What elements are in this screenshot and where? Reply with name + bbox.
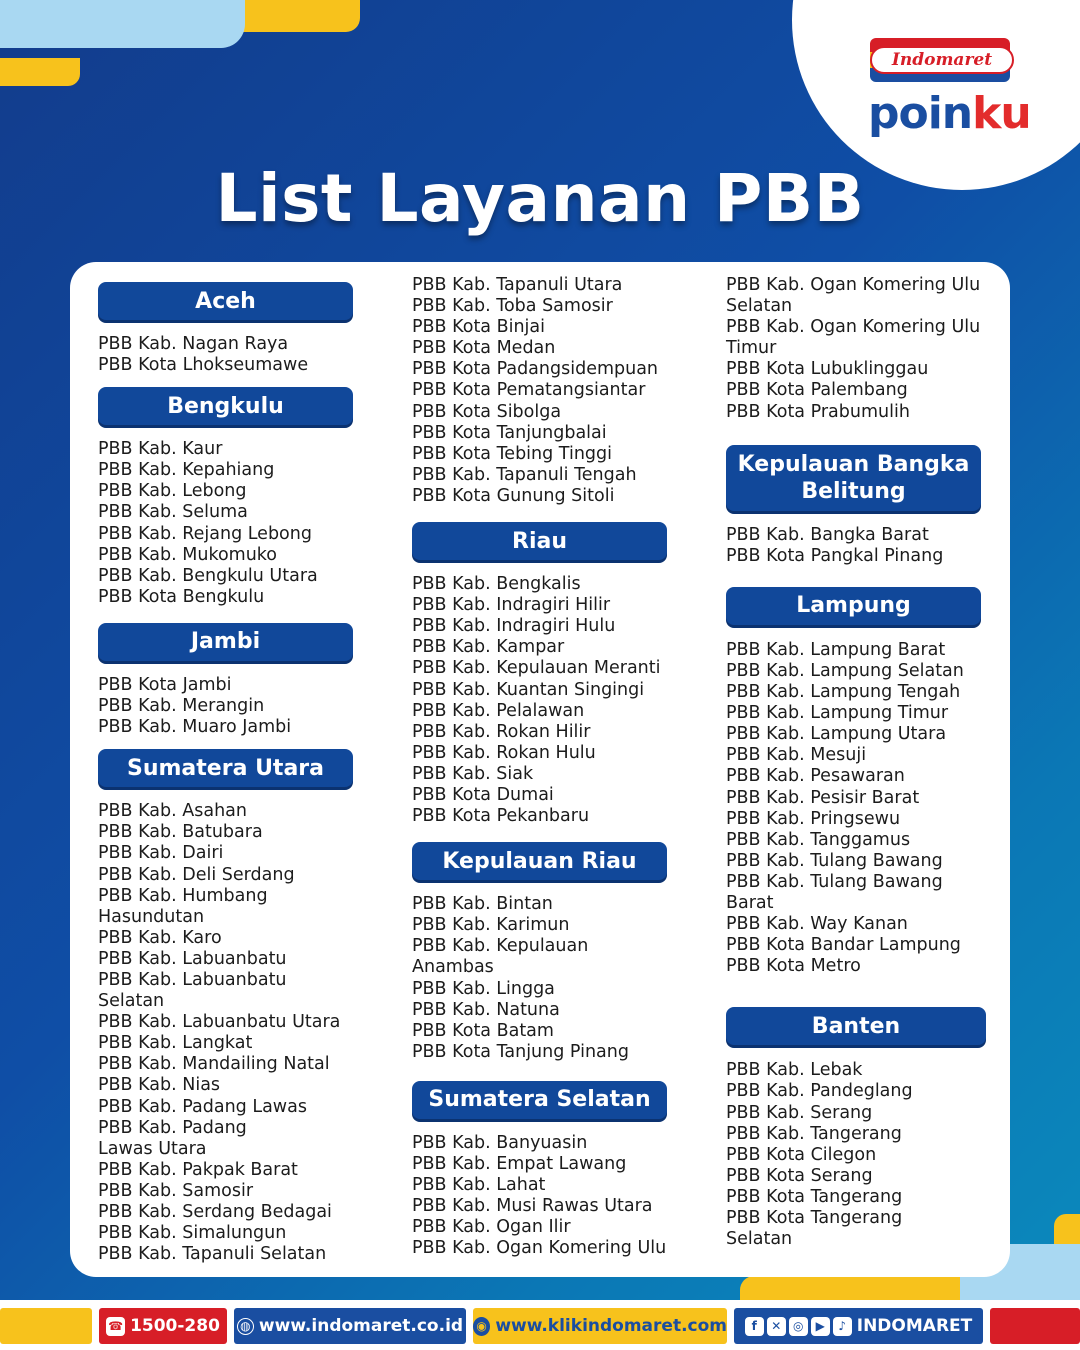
page-title: List Layanan PBB (215, 160, 865, 237)
list-item: PBB Kab. Kampar (412, 637, 565, 658)
section-list-aceh (98, 334, 353, 376)
list-item: PBB Kab. Pesawaran (726, 766, 905, 787)
list-item: PBB Kab. Tulang Bawang (726, 850, 943, 871)
section-list-jambi (98, 675, 353, 738)
section-header-bengkulu: Bengkulu (98, 387, 353, 425)
list-item: PBB Kab. Simalungun (98, 1223, 287, 1244)
list-item: PBB Kab. Tulang Bawang (726, 871, 943, 892)
list-item: PBB Kab. Padang (98, 1117, 247, 1138)
list-item: PBB Kab. Siak (412, 763, 534, 784)
list-item: PBB Kota Pangkal Pinang (726, 545, 944, 566)
shop-icon: ◉ (473, 1317, 490, 1336)
list-item: PBB Kab. Tangerang (726, 1123, 902, 1144)
list-item: PBB Kab. Bintan (412, 894, 553, 915)
list-item: PBB Kab. Rokan Hilir (412, 721, 591, 742)
section-header-sumatera-utara: Sumatera Utara (98, 749, 353, 787)
section-list-sumatera-utara (98, 801, 353, 1265)
list-item: PBB Kota Tanjungbalai (412, 422, 607, 443)
list-item: PBB Kab. Lebong (98, 481, 247, 502)
list-item: PBB Kab. Bengkalis (412, 574, 581, 595)
list-item: PBB Kab. Karimun (412, 915, 570, 936)
indomaret-logo: Indomaret (870, 46, 1014, 74)
poinku-logo: poinku (868, 88, 1031, 139)
list-item: PBB Kota Tangerang (726, 1186, 903, 1207)
list-item: PBB Kab. Lingga (412, 978, 555, 999)
list-item: PBB Kab. Langkat (98, 1033, 253, 1054)
list-item: PBB Kab. Kaur (98, 439, 223, 460)
section-list-sumatera-selatan-cont (726, 275, 986, 423)
list-item: Barat (726, 892, 774, 913)
list-item: PBB Kota Pekanbaru (412, 806, 590, 827)
list-item: PBB Kab. Lahat (412, 1175, 546, 1196)
section-header-riau: Riau (412, 522, 667, 560)
list-item: PBB Kab. Musi Rawas Utara (412, 1196, 653, 1217)
list-item: PBB Kab. Lebak (726, 1060, 863, 1081)
list-item: PBB Kab. Serdang Bedagai (98, 1202, 332, 1222)
list-item: PBB Kab. Tapanuli Utara (412, 275, 623, 295)
list-item: PBB Kab. Padang Lawas (98, 1096, 307, 1117)
section-header-kepulauan-bangka-belitung: Kepulauan Bangka Belitung (726, 445, 981, 511)
list-item: PBB Kab. Pringsewu (726, 808, 901, 829)
list-item: PBB Kota Metro (726, 956, 861, 977)
list-item: PBB Kota Prabumulih (726, 401, 910, 422)
list-item: PBB Kab. Pandeglang (726, 1081, 913, 1102)
list-item: PBB Kab. Way Kanan (726, 914, 908, 935)
list-item: PBB Kab. Lampung Timur (726, 703, 949, 724)
list-item: PBB Kab. Pelalawan (412, 700, 585, 721)
list-item: PBB Kab. Dairi (98, 843, 224, 864)
list-item: PBB Kab. Labuanbatu (98, 948, 287, 969)
list-item: PBB Kab. Ogan Komering Ulu (726, 275, 981, 295)
list-item: PBB Kota Medan (412, 338, 556, 359)
section-list-banten (726, 1060, 986, 1250)
list-item: PBB Kab. Deli Serdang (98, 864, 295, 885)
list-item: PBB Kota Tebing Tinggi (412, 443, 612, 464)
section-header-jambi: Jambi (98, 623, 353, 661)
list-item: PBB Kota Gunung Sitoli (412, 485, 615, 506)
list-item: PBB Kab. Samosir (98, 1180, 254, 1201)
list-item: PBB Kota Binjai (412, 317, 545, 338)
list-item: Selatan (726, 1229, 793, 1250)
list-item: PBB Kota Batam (412, 1020, 554, 1041)
tiktok-icon[interactable]: ♪ (833, 1317, 852, 1336)
list-item: Selatan (726, 296, 793, 317)
list-item: PBB Kab. Rokan Hulu (412, 742, 596, 763)
list-item: PBB Kab. Humbang (98, 885, 268, 906)
list-item: Anambas (412, 957, 494, 978)
list-item: PBB Kab. Kepulauan Meranti (412, 658, 661, 679)
section-list-sumatera-selatan (412, 1133, 667, 1260)
list-item: PBB Kab. Toba Samosir (412, 296, 613, 317)
list-item: Lawas Utara (98, 1138, 207, 1159)
list-item: PBB Kota Tanjung Pinang (412, 1041, 629, 1062)
list-item: PBB Kab. Kepahiang (98, 460, 275, 481)
list-item: PBB Kab. Lampung Utara (726, 724, 947, 745)
list-item: PBB Kota Tangerang (726, 1208, 903, 1228)
list-item: PBB Kab. Kepulauan (412, 936, 589, 957)
column-1 (98, 282, 353, 1265)
section-list-kepulauan-riau (412, 894, 667, 1063)
list-item: PBB Kota Sibolga (412, 401, 562, 422)
footer-shop[interactable] (473, 1308, 727, 1344)
list-item: PBB Kota Lubuklinggau (726, 359, 929, 380)
list-item: PBB Kab. Tapanuli Tengah (412, 464, 637, 485)
footer-shop-text: www.klikindomaret.com (495, 1316, 727, 1336)
section-header-sumatera-selatan: Sumatera Selatan (412, 1081, 667, 1119)
column-3 (726, 275, 986, 1250)
footer-phone[interactable] (99, 1308, 227, 1344)
footer-red-accent (990, 1308, 1080, 1344)
list-item: PBB Kota Lhokseumawe (98, 355, 309, 376)
footer-website[interactable] (234, 1308, 466, 1344)
list-item: PBB Kab. Indragiri Hulu (412, 616, 616, 637)
footer-social[interactable] (734, 1308, 983, 1344)
list-item: PBB Kab. Mukomuko (98, 544, 278, 565)
list-item: PBB Kab. Karo (98, 927, 222, 948)
globe-icon: ◍ (237, 1318, 254, 1335)
list-item: PBB Kab. Tanggamus (726, 829, 911, 850)
section-header-banten: Banten (726, 1007, 986, 1045)
list-item: Selatan (98, 991, 165, 1012)
list-item: PBB Kota Palembang (726, 380, 908, 401)
list-item: PBB Kab. Lampung Selatan (726, 660, 964, 681)
instagram-icon[interactable]: ◎ (789, 1317, 808, 1336)
list-item: PBB Kota Pematangsiantar (412, 380, 646, 401)
list-item: PBB Kab. Pesisir Barat (726, 787, 920, 808)
section-header-kepulauan-riau: Kepulauan Riau (412, 842, 667, 880)
footer-yellow-accent (0, 1308, 92, 1344)
list-item: PBB Kab. Bangka Barat (726, 524, 929, 545)
column-2 (412, 275, 667, 1259)
list-item: PBB Kota Dumai (412, 784, 554, 805)
list-item: PBB Kab. Lampung Barat (726, 639, 946, 660)
list-item: Timur (726, 338, 777, 359)
list-item: PBB Kab. Asahan (98, 801, 247, 822)
list-item: PBB Kab. Mandailing Natal (98, 1054, 330, 1075)
list-item: PBB Kab. Kuantan Singingi (412, 679, 645, 700)
list-item: PBB Kab. Indragiri Hilir (412, 595, 611, 616)
section-list-lampung (726, 640, 986, 978)
section-header-aceh: Aceh (98, 282, 353, 320)
list-item: PBB Kab. Tapanuli Selatan (98, 1244, 327, 1265)
footer-phone-text: 1500-280 (130, 1316, 220, 1336)
facebook-icon[interactable]: f (745, 1317, 764, 1336)
list-item: PBB Kab. Lampung Tengah (726, 682, 961, 703)
list-item: PBB Kab. Natuna (412, 999, 560, 1020)
deco-top-bar-light (0, 0, 245, 48)
list-item: PBB Kab. Pakpak Barat (98, 1159, 298, 1180)
list-item: PBB Kab. Serang (726, 1102, 873, 1123)
deco-top-bar-yellow-2 (0, 58, 80, 86)
list-item: PBB Kab. Seluma (98, 502, 248, 523)
list-item: PBB Kab. Labuanbatu (98, 969, 287, 990)
list-item: PBB Kab. Mesuji (726, 745, 867, 766)
section-list-bengkulu (98, 439, 353, 608)
section-header-lampung: Lampung (726, 587, 981, 625)
section-list-riau (412, 574, 667, 827)
list-item: PBB Kab. Ogan Ilir (412, 1217, 571, 1238)
list-item: PBB Kota Padangsidempuan (412, 359, 659, 380)
list-item: Hasundutan (98, 906, 205, 927)
x-icon[interactable]: ✕ (767, 1317, 786, 1336)
section-list-sumatera-utara-cont (412, 275, 667, 507)
list-item: PBB Kota Cilegon (726, 1144, 877, 1165)
section-list-kepulauan-bangka-belitung (726, 525, 986, 567)
phone-icon: ☎ (106, 1317, 125, 1336)
list-item: PBB Kab. Empat Lawang (412, 1154, 627, 1174)
list-item: PBB Kab. Bengkulu Utara (98, 565, 318, 586)
list-item: PBB Kab. Nias (98, 1075, 221, 1096)
list-item: PBB Kab. Merangin (98, 696, 265, 717)
content-card (70, 262, 1010, 1277)
list-item: PBB Kab. Rejang Lebong (98, 523, 312, 544)
list-item: PBB Kota Bengkulu (98, 586, 265, 607)
list-item: PBB Kota Jambi (98, 674, 232, 695)
list-item: PBB Kab. Labuanbatu Utara (98, 1012, 341, 1033)
list-item: PBB Kab. Nagan Raya (98, 334, 289, 354)
list-item: PBB Kab. Batubara (98, 822, 263, 843)
footer-website-text: www.indomaret.co.id (258, 1316, 464, 1336)
list-item: PBB Kab. Banyuasin (412, 1132, 588, 1153)
list-item: PBB Kota Serang (726, 1165, 873, 1186)
list-item: PBB Kota Bandar Lampung (726, 935, 961, 956)
list-item: PBB Kab. Muaro Jambi (98, 717, 292, 738)
youtube-icon[interactable]: ▶ (811, 1317, 830, 1336)
footer-social-handle: INDOMARET (856, 1316, 973, 1336)
list-item: PBB Kab. Ogan Komering Ulu (412, 1238, 667, 1259)
list-item: PBB Kab. Ogan Komering Ulu (726, 317, 981, 338)
